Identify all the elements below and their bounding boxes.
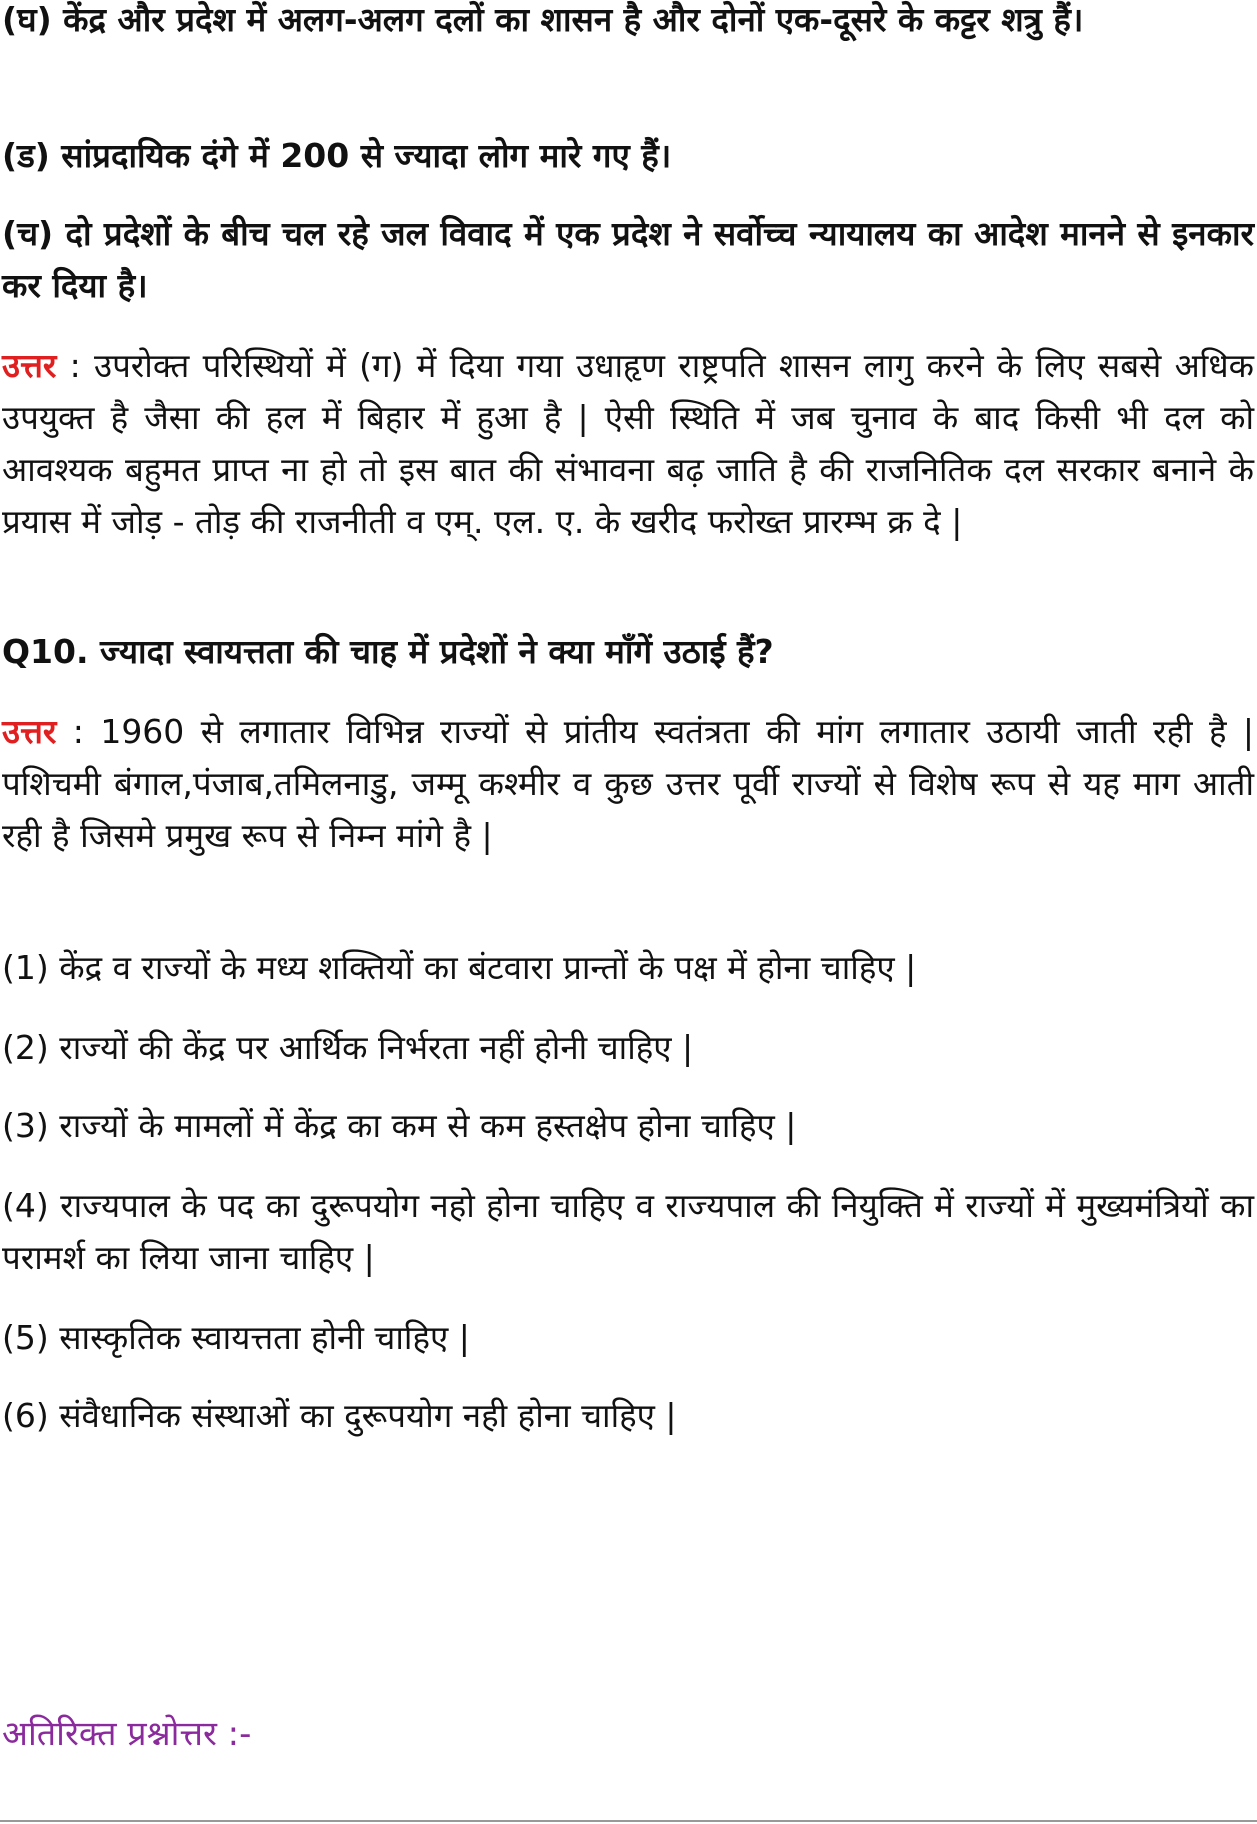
answer-text: : उपरोक्त परिस्थियों में (ग) में दिया गया उधाहृण राष्ट्रपति शासन लागु करने के लिए सबसे अधिक उपयुक्त है जैसा की हल में बिहार में हुआ है | ऐसी स्थिति में जब चुनाव के बाद किसी भी दल को आवश्यक बहुमत प्राप्त ना हो तो इस बात की संभावना बढ़ जाति है की राजनितिक दल सरकार बनाने के प्रयास में जोड़ - तोड़ की राजनीती व एम्. एल. ए. के खरीद फरोख्त प्रारम्भ क्र दे | — [2, 346, 1254, 541]
question-option-da: (ड) सांप्रदायिक दंगे में 200 से ज्यादा लोग मारे गए हैं। — [2, 136, 672, 175]
question-option-gha: (घ) केंद्र और प्रदेश में अलग-अलग दलों का शासन है और दोनों एक-दूसरे के कट्टर शत्रु हैं। — [2, 0, 1084, 39]
answer-paragraph-q10 — [2, 706, 1254, 862]
question-q10: Q10. ज्यादा स्वायत्तता की चाह में प्रदेशों ने क्या माँगें उठाई हैं? — [2, 632, 774, 671]
demand-item-4: (4) राज्यपाल के पद का दुरूपयोग नहो होना चाहिए व राज्यपाल की नियुक्ति में राज्यों में मुख्यमंत्रियों का परामर्श का लिया जाना चाहिए | — [2, 1186, 1254, 1277]
demand-item-2: (2) राज्यों की केंद्र पर आर्थिक निर्भरता नहीं होनी चाहिए | — [2, 1028, 694, 1067]
demand-item-6: (6) संवैधानिक संस्थाओं का दुरूपयोग नही होना चाहिए | — [2, 1396, 677, 1435]
question-option-cha: (च) दो प्रदेशों के बीच चल रहे जल विवाद में एक प्रदेश ने सर्वोच्च न्यायालय का आदेश मानने से इनकार कर दिया है। — [2, 214, 1254, 305]
answer-paragraph-q9 — [2, 340, 1254, 548]
answer-label: उत्तर — [2, 346, 57, 385]
answer-label: उत्तर — [2, 712, 57, 751]
answer-text: : 1960 से लगातार विभिन्न राज्यों से प्रांतीय स्वतंत्रता की मांग लगातार उठायी जाती रही है | पशिचमी बंगाल,पंजाब,तमिलनाडु, जम्मू कश्मीर व कुछ उत्तर पूर्वी राज्यों से विशेष रूप से यह माग आती रही है जिसमे प्रमुख रूप से निम्न मांगे है | — [2, 712, 1254, 855]
extra-questions-heading: अतिरिक्त प्रश्नोत्तर :- — [2, 1714, 252, 1754]
bottom-divider — [0, 1820, 1257, 1822]
demand-item-5: (5) सास्कृतिक स्वायत्तता होनी चाहिए | — [2, 1318, 470, 1357]
demand-item-1: (1) केंद्र व राज्यों के मध्य शक्तियों का बंटवारा प्रान्तों के पक्ष में होना चाहिए | — [2, 948, 917, 987]
demand-item-3: (3) राज्यों के मामलों में केंद्र का कम से कम हस्तक्षेप होना चाहिए | — [2, 1106, 797, 1145]
